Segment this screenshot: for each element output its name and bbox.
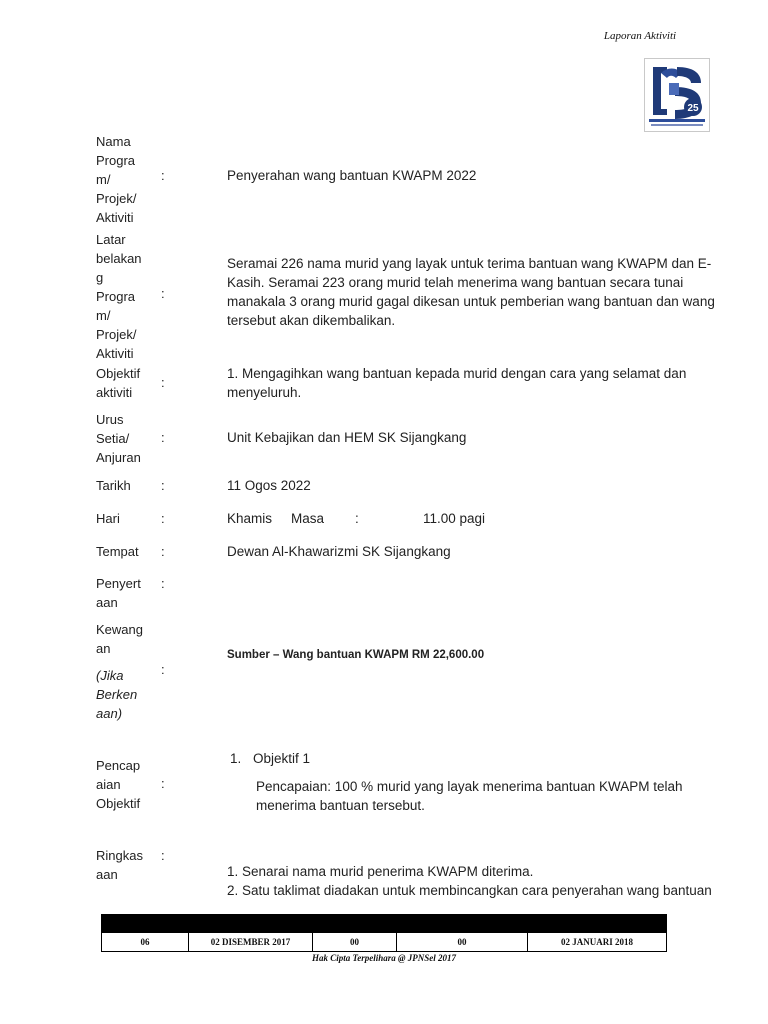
field-colon: : [161, 286, 165, 301]
field-value-pencapaian: Pencapaian: 100 % murid yang layak menerima bantuan KWAPM telah menerima bantuan tersebut. [256, 779, 683, 813]
footer-header-bar [101, 914, 667, 933]
field-value-objektif: 1. Mengagihkan wang bantuan kepada murid dengan cara yang selamat dan menyeluruh. [227, 366, 687, 400]
field-label-urus-setia: Urus Setia/ Anjuran [96, 412, 141, 465]
field-value-urus-setia: Unit Kebajikan dan HEM SK Sijangkang [227, 430, 467, 445]
field-colon: : [161, 544, 165, 559]
field-value-kewangan: Sumber – Wang bantuan KWAPM RM 22,600.00 [227, 649, 485, 661]
field-value-ringkasan [227, 862, 747, 900]
field-label-pencapaian: Pencap aian Objektif [96, 758, 141, 811]
field-note-kewangan: (Jika Berken aan) [96, 668, 138, 721]
field-value-hari: Khamis [227, 511, 273, 526]
footer-cell: 00 [397, 933, 528, 951]
field-colon: : [161, 430, 165, 445]
footer-cell: 06 [102, 933, 189, 951]
field-value-latar-belakang: Seramai 226 nama murid yang layak untuk terima bantuan wang KWAPM dan E-Kasih. Seramai 223 orang murid telah menerima wang bantuan secara tunai manakala 3 orang murid gagal dikesan untuk pemberian wang bantuan dan wang tersebut akan dikembalikan. [227, 256, 715, 328]
field-colon: : [355, 511, 359, 526]
list-item: 2. Satu taklimat diadakan untuk membincangkan cara penyerahan wang bantuan [227, 883, 712, 898]
footer-cell: 00 [313, 933, 397, 951]
field-label-hari: Hari [96, 511, 120, 526]
field-colon: : [161, 511, 165, 526]
field-value-tarikh: 11 Ogos 2022 [227, 478, 311, 493]
logo-number: 25 [687, 103, 699, 114]
field-label-nama-program: Nama Progra m/ Projek/ Aktiviti [96, 134, 137, 225]
field-label-ringkasan: Ringkas aan [96, 848, 143, 882]
footer-cell: 02 JANUARI 2018 [561, 937, 633, 947]
list-item-number: 1. [230, 751, 242, 766]
field-value-tempat: Dewan Al-Khawarizmi SK Sijangkang [227, 544, 451, 559]
field-colon: : [161, 576, 165, 591]
field-label-penyertaan: Penyert aan [96, 576, 141, 610]
jpn-logo-icon [644, 58, 710, 132]
list-item: 1. Senarai nama murid penerima KWAPM diterima. [227, 864, 534, 879]
field-label-latar-belakang: Latar belakan g Progra m/ Projek/ Aktiviti [96, 232, 142, 361]
field-label-tarikh: Tarikh [96, 478, 131, 493]
field-label-kewangan: Kewang an [96, 622, 143, 656]
field-colon: : [161, 662, 165, 677]
field-label-tempat: Tempat [96, 544, 139, 559]
footer-cell: 02 DISEMBER 2017 [189, 933, 313, 951]
field-colon: : [161, 848, 165, 863]
field-label-objektif: Objektif aktiviti [96, 366, 141, 400]
field-value-nama-program: Penyerahan wang bantuan KWAPM 2022 [227, 168, 477, 183]
footer-table [101, 932, 667, 952]
field-value-masa: 11.00 pagi [423, 511, 486, 526]
field-colon: : [161, 375, 165, 390]
footer-copyright: Hak Cipta Terpelihara @ JPNSel 2017 [312, 953, 456, 963]
field-colon: : [161, 168, 165, 183]
field-label-masa: Masa [291, 511, 325, 526]
report-title: Laporan Aktiviti [603, 30, 677, 42]
field-value-pencapaian-title: Objektif 1 [253, 751, 311, 766]
field-colon: : [161, 776, 165, 791]
field-colon: : [161, 478, 165, 493]
